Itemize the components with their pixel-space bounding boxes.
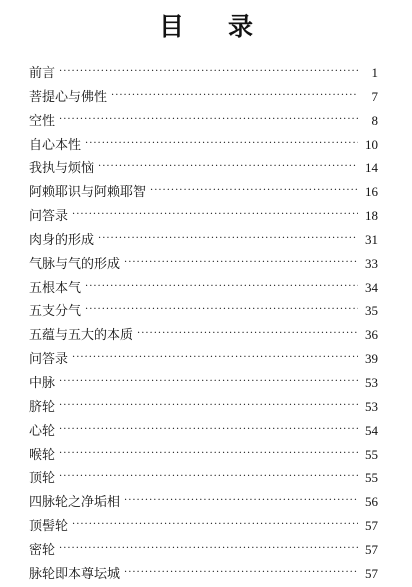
entry-page-number: 35 <box>365 303 378 319</box>
toc-entry[interactable] <box>29 156 378 180</box>
toc-entry[interactable] <box>29 562 378 586</box>
entry-page-number: 7 <box>371 88 378 104</box>
dot-leader <box>59 418 358 442</box>
entry-title: 四脉轮之净垢相 <box>29 495 121 511</box>
entry-page-number: 10 <box>365 136 378 152</box>
entry-title: 肉身的形成 <box>29 232 95 248</box>
toc-entry[interactable] <box>29 109 378 133</box>
entry-title: 自心本性 <box>29 137 82 153</box>
entry-title: 中脉 <box>29 375 56 391</box>
entry-title: 顶轮 <box>29 471 56 487</box>
toc-entry[interactable] <box>29 395 378 419</box>
toc-entry[interactable] <box>29 514 378 538</box>
toc-entry[interactable] <box>29 180 378 204</box>
toc-title-char-1: 目 <box>158 12 184 41</box>
dot-leader <box>72 203 358 227</box>
toc-title-char-2: 录 <box>228 12 254 41</box>
toc-entry[interactable] <box>29 299 378 323</box>
entry-title: 阿赖耶识与阿赖耶智 <box>29 185 147 201</box>
entry-page-number: 53 <box>365 398 378 414</box>
entry-title: 密轮 <box>29 542 56 558</box>
entry-title: 五支分气 <box>29 304 82 320</box>
entry-page-number: 54 <box>365 422 378 438</box>
entry-page-number: 55 <box>365 446 378 462</box>
dot-leader <box>98 227 358 251</box>
entry-page-number: 33 <box>365 255 378 271</box>
toc-entry[interactable] <box>29 276 378 300</box>
entry-title: 菩提心与佛性 <box>29 89 108 105</box>
entry-page-number: 36 <box>365 327 378 343</box>
entry-title: 问答录 <box>29 209 69 225</box>
entry-page-number: 39 <box>365 351 378 367</box>
dot-leader <box>150 179 358 203</box>
entry-title: 空性 <box>29 113 56 129</box>
dot-leader <box>85 298 358 322</box>
entry-title: 五蕴与五大的本质 <box>29 328 134 344</box>
entry-page-number: 1 <box>371 65 378 80</box>
dot-leader <box>72 513 358 537</box>
entry-title: 喉轮 <box>29 447 56 463</box>
toc-entry[interactable] <box>29 228 378 252</box>
toc-list <box>29 61 378 586</box>
entry-title: 我执与烦恼 <box>29 161 95 177</box>
toc-entry[interactable] <box>29 466 378 490</box>
dot-leader <box>59 394 358 418</box>
entry-title: 脐轮 <box>29 399 56 415</box>
toc-title <box>0 10 412 44</box>
entry-page-number: 8 <box>371 112 378 128</box>
dot-leader <box>59 465 358 489</box>
dot-leader <box>85 132 358 156</box>
entry-title: 脉轮即本尊坛城 <box>29 566 121 582</box>
toc-entry[interactable] <box>29 133 378 157</box>
entry-page-number: 57 <box>365 518 378 534</box>
entry-page-number: 31 <box>365 231 378 247</box>
entry-page-number: 16 <box>365 184 378 200</box>
toc-entry[interactable] <box>29 347 378 371</box>
entry-title: 五根本气 <box>29 280 82 296</box>
toc-entry[interactable] <box>29 323 378 347</box>
dot-leader <box>59 537 358 561</box>
entry-title: 心轮 <box>29 423 56 439</box>
dot-leader <box>124 251 358 275</box>
dot-leader <box>59 442 358 466</box>
entry-page-number: 18 <box>365 208 378 224</box>
toc-entry[interactable] <box>29 61 378 85</box>
entry-page-number: 53 <box>365 374 378 390</box>
toc-entry[interactable] <box>29 490 378 514</box>
entry-title: 气脉与气的形成 <box>29 256 121 272</box>
entry-page-number: 57 <box>365 565 378 581</box>
dot-leader <box>111 84 358 108</box>
toc-entry[interactable] <box>29 371 378 395</box>
dot-leader <box>59 108 358 132</box>
dot-leader <box>72 346 358 370</box>
entry-title: 顶髻轮 <box>29 519 69 535</box>
entry-page-number: 55 <box>365 470 378 486</box>
dot-leader <box>98 155 358 179</box>
toc-entry[interactable] <box>29 252 378 276</box>
dot-leader <box>124 489 358 513</box>
toc-entry[interactable] <box>29 419 378 443</box>
entry-page-number: 56 <box>365 494 378 510</box>
dot-leader <box>137 322 358 346</box>
entry-page-number: 14 <box>365 160 378 176</box>
entry-title: 前言 <box>29 66 56 81</box>
entry-page-number: 34 <box>365 279 378 295</box>
entry-title: 问答录 <box>29 352 69 368</box>
dot-leader <box>124 561 358 585</box>
toc-entry[interactable] <box>29 538 378 562</box>
dot-leader <box>59 370 358 394</box>
toc-entry[interactable] <box>29 443 378 467</box>
dot-leader <box>59 60 358 84</box>
toc-entry[interactable] <box>29 204 378 228</box>
entry-page-number: 57 <box>365 541 378 557</box>
dot-leader <box>85 275 358 299</box>
toc-entry[interactable] <box>29 85 378 109</box>
